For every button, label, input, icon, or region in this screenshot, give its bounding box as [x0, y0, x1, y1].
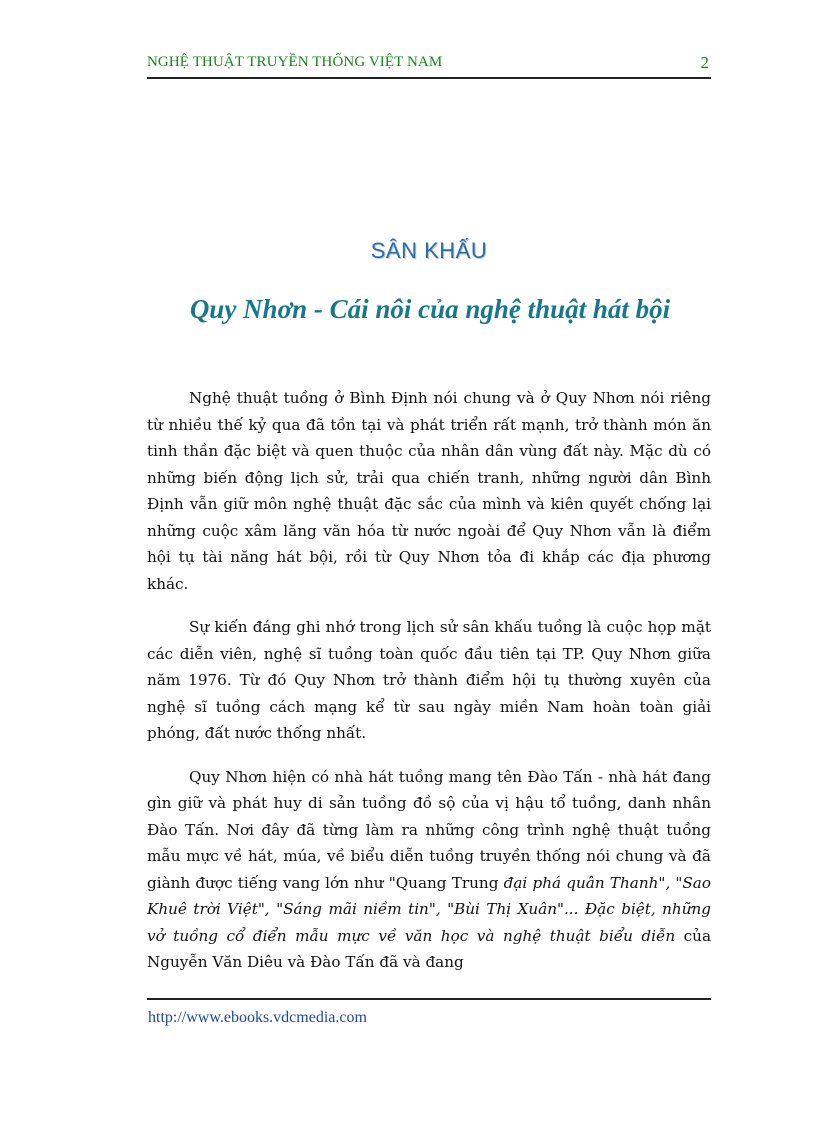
paragraph: Nghệ thuật tuồng ở Bình Định nói chung và ở Quy Nhơn nói riêng từ nhiều thế kỷ qua đã tồn tại và phát triển rất mạnh, trở thành món ăn tinh thần đặc biệt và quen thuộc của nhân dân vùng đất này. Mặc dù có những biến động lịch sử, trải qua chiến tranh, những người dân Bình Định vẫn giữ môn nghệ thuật đặc sắc của mình và kiên quyết chống lại những cuộc xâm lăng văn hóa từ nước ngoài để Quy Nhơn vẫn là điểm hội tụ tài năng hát bội, rồi từ Quy Nhơn tỏa đi khắp các địa phương khác. — [147, 389, 711, 593]
article-body — [147, 385, 711, 993]
page-number: 2 — [700, 53, 709, 72]
italic-work-titles: đại phá quân Thanh", "Sao Khuê trời Việt", "Sáng mãi niềm tin", "Bùi Thị Xuân"... Đặc biệt, những vở tuồng cổ điển mẫu mực về văn học và nghệ thuật biểu diễn — [147, 873, 712, 945]
section-heading: SÂN KHẤU — [370, 238, 488, 263]
page-header — [147, 53, 711, 79]
paragraph-text: Quy Nhơn hiện có nhà hát tuồng mang tên Đào Tấn - nhà hát đang gìn giữ và phát huy di sản tuồng đồ sộ của vị hậu tổ tuồng, danh nhân Đào Tấn. Nơi đây đã từng làm ra những công trình nghệ thuật tuồng mẫu mực về hát, múa, về biểu diễn tuồng truyền thống nói chung và đã giành được tiếng vang lớn như "Quang Trung — [147, 767, 711, 892]
article-title: Quy Nhơn - Cái nôi của nghệ thuật hát bội — [189, 294, 671, 324]
running-header-title: NGHỆ THUẬT TRUYỀN THỐNG VIỆT NAM — [147, 54, 443, 70]
footer-website-link[interactable]: http://www.ebooks.vdcmedia.com — [148, 1009, 367, 1026]
paragraph: Sự kiến đáng ghi nhớ trong lịch sử sân khấu tuồng là cuộc họp mặt các diễn viên, nghệ sĩ tuồng toàn quốc đầu tiên tại TP. Quy Nhơn giữa năm 1976. Từ đó Quy Nhơn trở thành điểm hội tụ thường xuyên của nghệ sĩ tuồng cách mạng kể từ sau ngày miền Nam hoàn toàn giải phóng, đất nước thống nhất. — [147, 618, 711, 742]
paragraph-text: của Nguyễn Văn Diêu và Đào Tấn đã và đang — [147, 926, 711, 971]
paragraph — [147, 764, 711, 976]
footer-divider — [147, 998, 711, 1000]
